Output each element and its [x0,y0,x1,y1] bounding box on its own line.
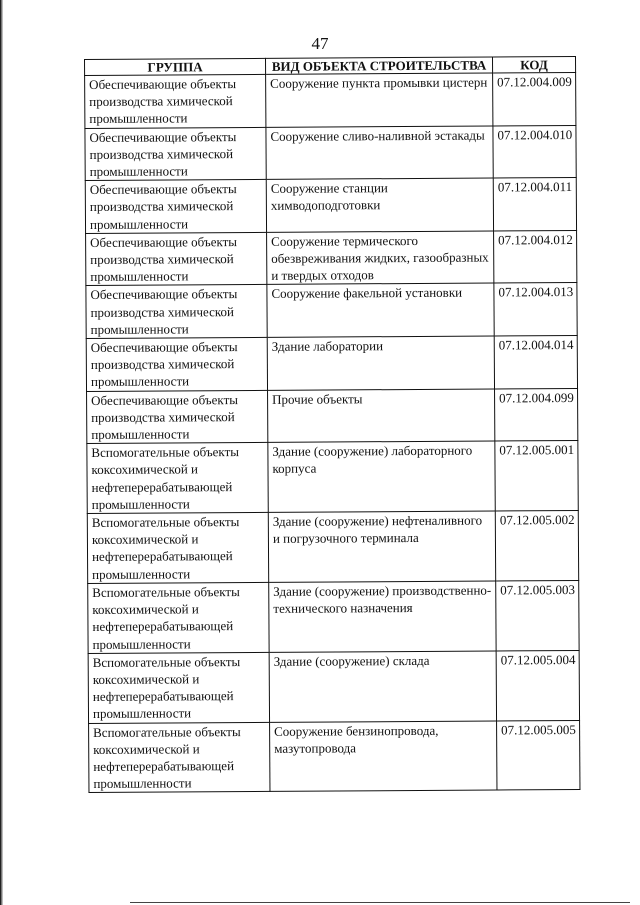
cell-code: 07.12.005.001 [495,441,578,511]
cell-code: 07.12.004.011 [493,178,576,231]
cell-group: Обеспечивающие объекты производства химической промышленности [85,127,266,181]
table-row [87,388,578,444]
cell-object-type: Сооружение пункта промывки цистерн [266,73,493,127]
cell-group: Обеспечивающие объекты производства химической промышленности [87,390,268,444]
cell-object-type: Здание (сооружение) производственно-технического назначения [269,581,496,652]
cell-group: Вспомогательные объекты коксохимической и нефтеперерабатывающей промышленности [89,722,270,793]
cell-code: 07.12.004.013 [494,283,577,336]
cell-object-type: Сооружение термического обезвреживания жидких, газообразных и твердых отходов [267,231,494,285]
scan-bottom-line [130,902,630,903]
header-group: ГРУППА [85,58,266,75]
table-row [85,178,576,234]
table-row [87,511,578,584]
table-row [86,230,577,286]
cell-group: Вспомогательные объекты коксохимической и нефтеперерабатывающей промышленности [88,652,269,723]
cell-group: Вспомогательные объекты коксохимической и нефтеперерабатывающей промышленности [88,582,269,653]
scan-edge [0,0,3,905]
cell-code: 07.12.005.003 [496,580,579,650]
cell-object-type: Здание (сооружение) склада [269,651,496,722]
cell-group: Обеспечивающие объекты производства химической промышленности [85,180,266,234]
cell-code: 07.12.005.002 [495,511,578,581]
cell-group: Обеспечивающие объекты производства химической промышленности [86,337,267,391]
table-row [89,720,580,793]
cell-object-type: Сооружение станции химводоподготовки [266,178,493,232]
header-object-type: ВИД ОБЪЕКТА СТРОИТЕЛЬСТВА [265,57,492,74]
table-body [85,72,580,792]
page-number: 47 [311,34,329,53]
cell-group: Вспомогательные объекты коксохимической и нефтеперерабатывающей промышленности [87,512,268,583]
cell-object-type: Прочие объекты [268,389,495,443]
table-row [88,580,579,653]
cell-code: 07.12.004.099 [495,388,578,441]
cell-object-type: Здание (сооружение) лабораторного корпуса [268,441,495,512]
cell-code: 07.12.005.005 [497,720,580,790]
cell-object-type: Здание (сооружение) нефтеналивного и погрузочного терминала [268,511,495,582]
cell-code: 07.12.004.014 [494,336,577,389]
classification-table [84,56,580,793]
cell-object-type: Здание лаборатории [267,336,494,390]
header-code: КОД [492,56,575,73]
cell-group: Обеспечивающие объекты производства химической промышленности [85,74,266,128]
cell-object-type: Сооружение бензинопровода, мазутопровода [270,721,497,792]
cell-object-type: Сооружение факельной установки [267,283,494,337]
table-row [85,72,576,128]
table-row [88,650,579,723]
table-row [86,336,577,392]
cell-object-type: Сооружение сливо-наливной эстакады [266,126,493,180]
cell-code: 07.12.004.009 [493,72,576,125]
cell-group: Обеспечивающие объекты производства химической промышленности [86,285,267,339]
cell-code: 07.12.004.012 [494,230,577,283]
table-row [86,283,577,339]
cell-group: Обеспечивающие объекты производства химической промышленности [86,232,267,286]
table-row [85,125,576,181]
table-row [87,441,578,514]
cell-code: 07.12.004.010 [493,125,576,178]
cell-code: 07.12.005.004 [496,650,579,720]
cell-group: Вспомогательные объекты коксохимической и нефтеперерабатывающей промышленности [87,443,268,514]
